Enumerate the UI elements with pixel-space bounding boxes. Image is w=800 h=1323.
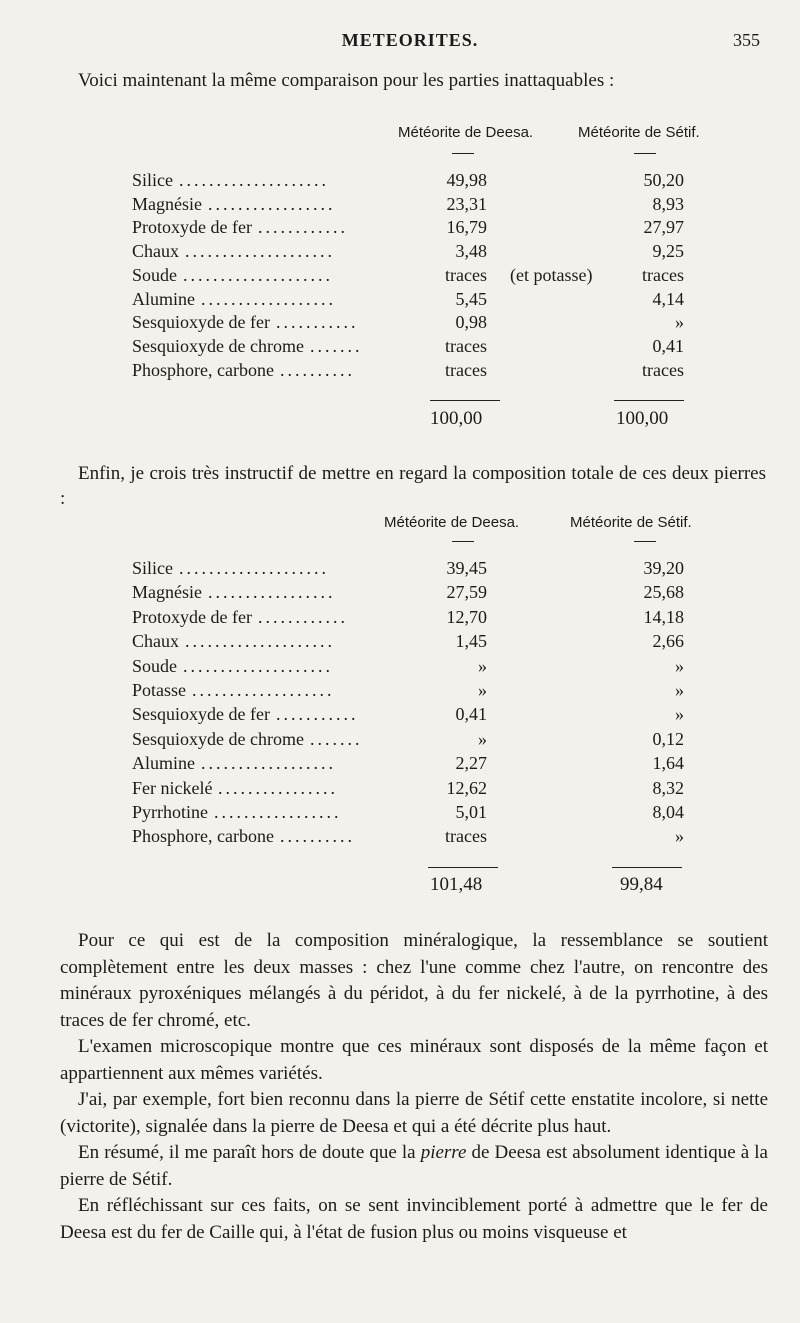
- value-deesa: »: [478, 728, 487, 749]
- table2-sum-rule-2: [612, 867, 682, 868]
- value-deesa: 23,31: [446, 193, 487, 214]
- leader-dots: ...........: [276, 312, 359, 333]
- value-deesa: 0,41: [455, 704, 487, 725]
- leader-dots: ..........: [280, 826, 355, 847]
- row-label: Fer nickelé: [132, 777, 213, 798]
- leader-dots: ....................: [179, 558, 329, 578]
- value-deesa: 12,62: [446, 777, 487, 798]
- value-deesa: 39,45: [446, 558, 487, 578]
- value-deesa: traces: [445, 264, 487, 285]
- value-deesa: 2,27: [455, 753, 487, 774]
- value-setif: »: [675, 704, 684, 725]
- value-deesa: traces: [445, 826, 487, 847]
- table2-sum-rule-1: [428, 867, 498, 868]
- row-label: Protoxyde de fer: [132, 217, 252, 238]
- paragraph: J'ai, par exemple, fort bien reconnu dans la pierre de Sétif cette enstatite incolore, si nette (victorite), signalée dans la pierre de Deesa et qui a été décrite plus haut.: [60, 1089, 768, 1137]
- value-deesa: 16,79: [446, 217, 487, 238]
- table-row: [132, 824, 692, 848]
- table-row: [132, 776, 692, 800]
- leader-dots: ..................: [201, 288, 336, 309]
- table-row: [132, 215, 692, 239]
- paragraph: Pour ce qui est de la composition minéralogique, la ressemblance se soutient complètement entre les deux masses : chez l'une comme chez l'autre, on rencontre des minéraux pyroxéniques mélangés à du péridot, à du fer nickelé, à de la pyrrhotine, à des traces de fer chromé, etc.: [60, 930, 768, 1031]
- table1-col-dash-1: [452, 153, 474, 154]
- table2-col-deesa: Météorite de Deesa.: [384, 514, 520, 531]
- table-row: [132, 556, 692, 580]
- leader-dots: .......: [310, 728, 363, 749]
- leader-dots: ....................: [185, 631, 335, 652]
- value-setif: 9,25: [652, 241, 684, 262]
- page-number: 355: [733, 30, 760, 50]
- paragraph: En résumé, il me paraît hors de doute que la pierre de Deesa est absolument identique à la pierre de Sétif.: [60, 1142, 768, 1190]
- table-row: [132, 751, 692, 775]
- table-row: [132, 629, 692, 653]
- row-label: Phosphore, carbone: [132, 359, 274, 380]
- leader-dots: ...................: [192, 680, 335, 700]
- value-setif: 8,93: [652, 193, 684, 214]
- running-title: METEORITES.: [341, 30, 479, 50]
- value-deesa: 1,45: [455, 631, 487, 652]
- value-setif: 27,97: [643, 217, 684, 238]
- value-note: (et potasse): [510, 264, 593, 285]
- value-setif: 50,20: [643, 170, 684, 190]
- table1-sum-rule-1: [430, 400, 500, 401]
- leader-dots: ................: [218, 777, 338, 798]
- leader-dots: ............: [258, 217, 348, 238]
- value-setif: »: [675, 826, 684, 847]
- table1-total-setif: 100,00: [616, 408, 669, 429]
- value-setif: »: [675, 655, 684, 676]
- table2-col-dash-2: [634, 541, 656, 542]
- row-label: Potasse: [132, 680, 186, 700]
- leader-dots: ............: [258, 606, 348, 627]
- row-label: Pyrrhotine: [132, 802, 208, 822]
- page-header: [60, 30, 760, 54]
- paragraph: En réfléchissant sur ces faits, on se sent invinciblement porté à admettre que le fer de Deesa est du fer de Caille qui, à l'état de fusion plus ou moins visqueuse et: [60, 1195, 768, 1243]
- leader-dots: .................: [214, 802, 342, 822]
- intro-paragraph-2: Enfin, je crois très instructif de mettre en regard la composition totale de ces deux pierres :: [60, 463, 766, 509]
- table-row: [132, 168, 692, 192]
- value-deesa: traces: [445, 359, 487, 380]
- value-setif: 8,32: [652, 777, 684, 798]
- body-text: [60, 928, 768, 1246]
- value-deesa: 27,59: [446, 582, 487, 603]
- table-row: [132, 727, 692, 751]
- row-label: Alumine: [132, 288, 195, 309]
- row-label: Alumine: [132, 753, 195, 774]
- row-label: Chaux: [132, 631, 179, 652]
- value-setif: »: [675, 680, 684, 700]
- value-deesa: 12,70: [446, 606, 487, 627]
- paragraph: L'examen microscopique montre que ces minéraux sont disposés de la même façon et appartiennent aux mêmes variétés.: [60, 1036, 768, 1084]
- table-row: [132, 192, 692, 216]
- table-row: [132, 263, 692, 287]
- value-setif: 0,41: [652, 335, 684, 356]
- row-label: Sesquioxyde de fer: [132, 704, 270, 725]
- row-label: Soude: [132, 264, 177, 285]
- value-setif: 1,64: [652, 753, 684, 774]
- intro-paragraph-1: Voici maintenant la même comparaison pour les parties inattaquables :: [78, 70, 615, 91]
- value-deesa: 3,48: [455, 241, 487, 262]
- value-deesa: »: [478, 655, 487, 676]
- value-deesa: 49,98: [446, 170, 487, 190]
- row-label: Silice: [132, 170, 173, 190]
- leader-dots: ....................: [183, 655, 333, 676]
- row-label: Soude: [132, 655, 177, 676]
- table-row: [132, 358, 692, 382]
- value-deesa: 5,45: [455, 288, 487, 309]
- value-setif: traces: [642, 264, 684, 285]
- row-label: Magnésie: [132, 582, 202, 603]
- table2-col-dash-1: [452, 541, 474, 542]
- value-setif: traces: [642, 359, 684, 380]
- row-label: Sesquioxyde de fer: [132, 312, 270, 333]
- table1-col-dash-2: [634, 153, 656, 154]
- value-setif: 8,04: [652, 802, 684, 822]
- table1-col-setif: Météorite de Sétif.: [578, 124, 700, 141]
- table-row: [132, 310, 692, 334]
- value-deesa: »: [478, 680, 487, 700]
- row-label: Protoxyde de fer: [132, 606, 252, 627]
- row-label: Phosphore, carbone: [132, 826, 274, 847]
- leader-dots: ..................: [201, 753, 336, 774]
- leader-dots: .................: [208, 582, 336, 603]
- table2-total-setif: 99,84: [620, 874, 663, 895]
- leader-dots: ....................: [183, 264, 333, 285]
- row-label: Chaux: [132, 241, 179, 262]
- table-row: [132, 287, 692, 311]
- table-row: [132, 702, 692, 726]
- row-label: Sesquioxyde de chrome: [132, 728, 304, 749]
- table1-total-deesa: 100,00: [430, 408, 483, 429]
- row-label: Silice: [132, 558, 173, 578]
- table-row: [132, 800, 692, 824]
- value-setif: »: [675, 312, 684, 333]
- value-deesa: traces: [445, 335, 487, 356]
- leader-dots: ..........: [280, 359, 355, 380]
- value-setif: 25,68: [643, 582, 684, 603]
- table-row: [132, 605, 692, 629]
- table1-sum-rule-2: [614, 400, 684, 401]
- table-row: [132, 678, 692, 702]
- table-row: [132, 334, 692, 358]
- table-row: [132, 239, 692, 263]
- table2-total-deesa: 101,48: [430, 874, 483, 895]
- leader-dots: ...........: [276, 704, 359, 725]
- value-setif: 4,14: [652, 288, 684, 309]
- table-row: [132, 580, 692, 604]
- value-deesa: 5,01: [455, 802, 487, 822]
- value-setif: 39,20: [643, 558, 684, 578]
- leader-dots: ....................: [179, 170, 329, 190]
- value-setif: 14,18: [643, 606, 684, 627]
- value-setif: 2,66: [652, 631, 684, 652]
- leader-dots: ....................: [185, 241, 335, 262]
- leader-dots: .................: [208, 193, 336, 214]
- table1-col-deesa: Météorite de Deesa.: [398, 124, 534, 141]
- table-row: [132, 654, 692, 678]
- table2-col-setif: Météorite de Sétif.: [570, 514, 692, 531]
- value-setif: 0,12: [652, 728, 684, 749]
- value-deesa: 0,98: [455, 312, 487, 333]
- leader-dots: .......: [310, 335, 363, 356]
- row-label: Magnésie: [132, 193, 202, 214]
- row-label: Sesquioxyde de chrome: [132, 335, 304, 356]
